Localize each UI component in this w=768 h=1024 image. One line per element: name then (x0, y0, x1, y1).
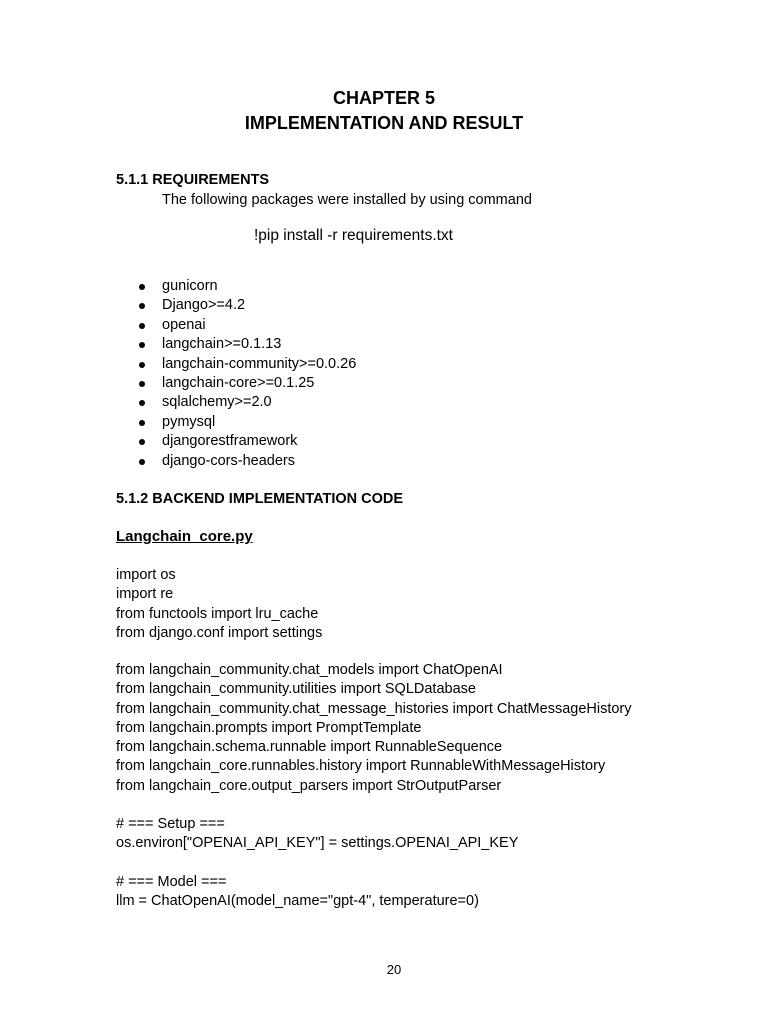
code-block-langchain-imports (116, 661, 632, 796)
bullet-icon (139, 342, 145, 348)
list-item: gunicorn (116, 277, 356, 296)
list-item: langchain-core>=0.1.25 (116, 374, 356, 393)
code-line: from langchain_core.runnables.history import RunnableWithMessageHistory (116, 758, 606, 775)
bullet-icon (139, 459, 145, 465)
code-line: import os (116, 567, 176, 583)
bullet-icon (139, 284, 145, 290)
bullet-icon (139, 323, 145, 329)
code-line: from langchain.schema.runnable import RunnableSequence (116, 739, 503, 756)
code-block-setup (116, 815, 518, 854)
code-line: from langchain_community.chat_models import ChatOpenAI (116, 662, 503, 678)
requirements-heading: 5.1.1 REQUIREMENTS (116, 172, 270, 188)
list-item: langchain>=0.1.13 (116, 335, 356, 354)
bullet-icon (139, 400, 145, 406)
chapter-title: IMPLEMENTATION AND RESULT (244, 113, 524, 133)
code-line: from functools import lru_cache (116, 605, 319, 622)
list-item: django-cors-headers (116, 452, 356, 471)
install-command: !pip install -r requirements.txt (254, 227, 453, 244)
page-number: 20 (386, 962, 402, 977)
list-item: sqlalchemy>=2.0 (116, 393, 356, 412)
code-line: llm = ChatOpenAI(model_name="gpt-4", temperature=0) (116, 893, 479, 910)
list-item: langchain-community>=0.0.26 (116, 355, 356, 374)
bullet-icon (139, 439, 145, 445)
bullet-icon (139, 362, 145, 368)
code-line: from django.conf import settings (116, 624, 323, 641)
list-item: djangorestframework (116, 432, 356, 451)
bullet-icon (139, 420, 145, 426)
file-name-heading: Langchain_core.py (116, 528, 253, 545)
code-block-imports (116, 566, 322, 643)
code-line: from langchain.prompts import PromptTemplate (116, 719, 422, 736)
code-line: from langchain_core.output_parsers import StrOutputParser (116, 777, 502, 794)
code-line: import re (116, 586, 174, 603)
bullet-icon (139, 303, 145, 309)
code-line: # === Model === (116, 874, 227, 890)
code-line: from langchain_community.chat_message_histories import ChatMessageHistory (116, 700, 632, 717)
list-item: openai (116, 316, 356, 335)
code-line: os.environ["OPENAI_API_KEY"] = settings.OPENAI_API_KEY (116, 835, 519, 852)
list-item: pymysql (116, 413, 356, 432)
code-line: from langchain_community.utilities import SQLDatabase (116, 681, 476, 698)
package-list (116, 277, 356, 471)
requirements-intro: The following packages were installed by using command (162, 192, 532, 208)
chapter-number: CHAPTER 5 (332, 88, 435, 108)
code-block-model (116, 873, 479, 912)
code-line: # === Setup === (116, 816, 225, 832)
bullet-icon (139, 381, 145, 387)
list-item: Django>=4.2 (116, 296, 356, 315)
backend-heading: 5.1.2 BACKEND IMPLEMENTATION CODE (116, 491, 404, 507)
